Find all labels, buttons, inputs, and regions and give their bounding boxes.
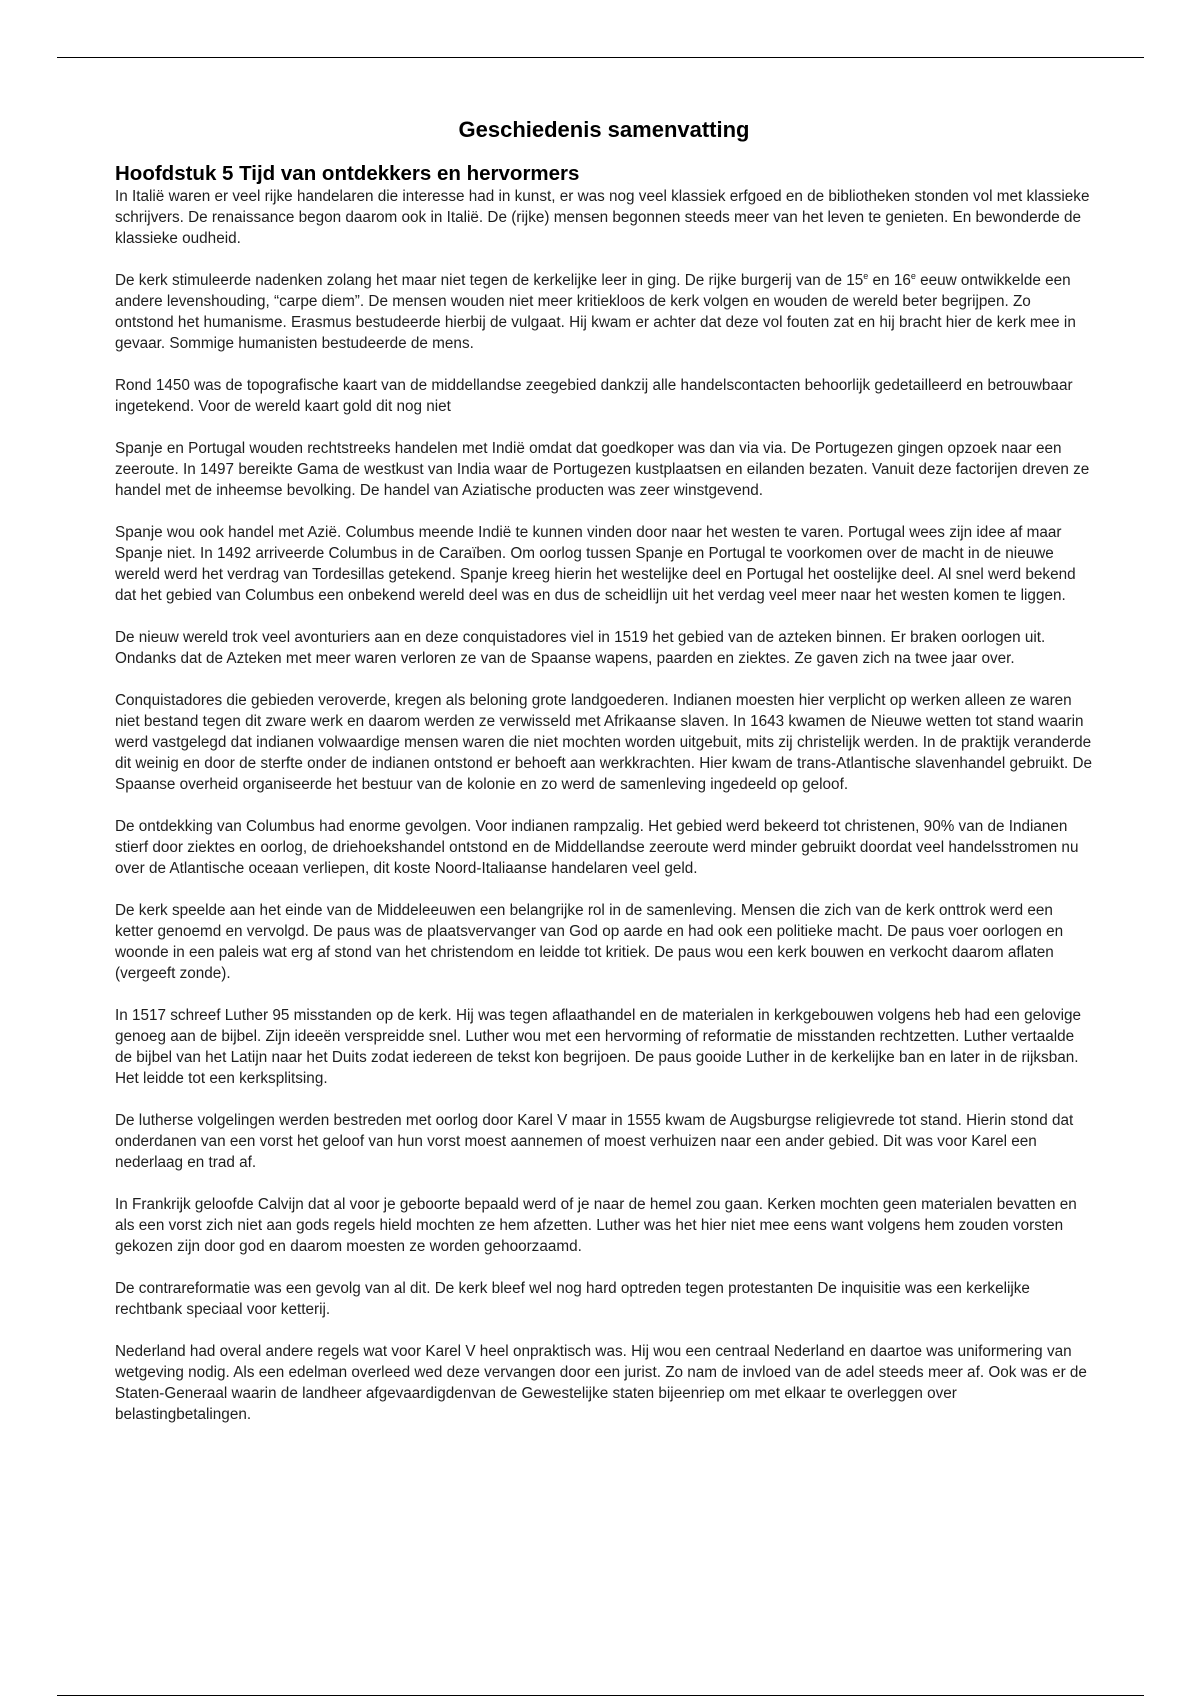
paragraph-text: De kerk stimuleerde nadenken zolang het maar niet tegen de kerkelijke leer in ging. De rijke burgerij van de	[115, 272, 847, 289]
paragraph-list	[115, 186, 1093, 1425]
superscript: e	[863, 270, 869, 281]
chapter-heading: Hoofdstuk 5 Tijd van ontdekkers en hervormers	[115, 162, 580, 185]
paragraph: In Frankrijk geloofde Calvijn dat al voor je geboorte bepaald werd of je naar de hemel zou gaan. Kerken mochten geen materialen bevatten en als een vorst zich niet aan gods regels hield mochten ze hem afzetten. Luther was het hier niet mee eens want volgens hem zouden vorsten gekozen zijn door god en daarom moesten ze worden gehoorzaamd.	[115, 1196, 1077, 1255]
bottom-rule	[57, 1695, 1144, 1696]
paragraph: De lutherse volgelingen werden bestreden met oorlog door Karel V maar in 1555 kwam de Augsburgse religievrede tot stand. Hierin stond dat onderdanen van een vorst het geloof van hun vorst moest aannemen of moest verhuizen naar een ander gebied. Dit was voor Karel een nederlaag en trad af.	[115, 1112, 1074, 1171]
paragraph: Nederland had overal andere regels wat voor Karel V heel onpraktisch was. Hij wou een centraal Nederland en daartoe was uniformering van wetgeving nodig. Als een edelman overleed wed deze vervangen door een jurist. Zo nam de invloed van de adel steeds meer af. Ook was er de Staten-Generaal waarin de landheer afgevaardigdenvan de Gewestelijke staten bijeenriep om met elkaar te overleggen over belastingbetalingen.	[115, 1343, 1087, 1423]
paragraph-text: en	[868, 272, 894, 289]
century-number: 15	[846, 272, 864, 289]
paragraph-text: eeuw ontwikkelde een andere levenshouding, “carpe diem”. De mensen wouden niet meer kritiekloos de kerk volgen en wouden de wereld beter begrijpen. Zo ontstond het humanisme. Erasmus bestudeerde hierbij de vulgaat. Hij kwam er achter dat deze vol fouten zat en hij bracht hier de kerk mee in gevaar. Sommige humanisten bestudeerde de mens.	[115, 272, 1076, 352]
paragraph: In Italië waren er veel rijke handelaren die interesse had in kunst, er was nog veel klassiek erfgoed en de bibliotheken stonden vol met klassieke schrijvers. De renaissance begon daarom ook in Italië. De (rijke) mensen begonnen steeds meer van het leven te genieten. En bewonderde de klassieke oudheid.	[115, 188, 1090, 247]
paragraph: Conquistadores die gebieden veroverde, kregen als beloning grote landgoederen. Indianen moesten hier verplicht op werken alleen ze waren niet bestand tegen dit zware werk en daarom werden ze verwisseld met Afrikaanse slaven. In 1643 kwamen de Nieuwe wetten tot stand waarin werd vastgelegd dat indianen volwaardige mensen waren die niet mochten worden uitgebuit, mits zij christelijk werden. In de praktijk veranderde dit weinig en door de sterfte onder de indianen ontstond er behoeft aan werkkrachten. Hier kwam de trans-Atlantische slavenhandel gebruikt. De Spaanse overheid organiseerde het bestuur van de kolonie en zo werd de samenleving ingedeeld op geloof.	[115, 692, 1093, 793]
paragraph: Rond 1450 was de topografische kaart van de middellandse zeegebied dankzij alle handelscontacten behoorlijk gedetailleerd en betrouwbaar ingetekend. Voor de wereld kaart gold dit nog niet	[115, 377, 1073, 415]
paragraph: De kerk speelde aan het einde van de Middeleeuwen een belangrijke rol in de samenleving. Mensen die zich van de kerk onttrok werd een ketter genoemd en vervolgd. De paus was de plaatsvervanger van God op aarde en had ook een politieke macht. De paus voer oorlogen en woonde in een paleis wat erg af stond van het christendom en leidde tot kritiek. De paus wou een kerk bouwen en verkocht daarom aflaten (vergeeft zonde).	[115, 902, 1064, 982]
paragraph: De nieuw wereld trok veel avonturiers aan en deze conquistadores viel in 1519 het gebied van de azteken binnen. Er braken oorlogen uit. Ondanks dat de Azteken met meer waren verloren ze van de Spaanse wapens, paarden en ziektes. Ze gaven zich na twee jaar over.	[115, 629, 1046, 667]
paragraph: De contrareformatie was een gevolg van al dit. De kerk bleef wel nog hard optreden tegen protestanten De inquisitie was een kerkelijke rechtbank speciaal voor ketterij.	[115, 1280, 1030, 1318]
paragraph: Spanje wou ook handel met Azië. Columbus meende Indië te kunnen vinden door naar het westen te varen. Portugal wees zijn idee af maar Spanje niet. In 1492 arriveerde Columbus in de Caraïben. Om oorlog tussen Spanje en Portugal te voorkomen over de macht in de nieuwe wereld werd het verdrag van Tordesillas getekend. Spanje kreeg hierin het westelijke deel en Portugal het oostelijke deel. Al snel werd bekend dat het gebied van Columbus een onbekend wereld deel was en dus de scheidlijn uit het verdag veel meer naar het westen komen te liggen.	[115, 524, 1076, 604]
document-title: Geschiedenis samenvatting	[458, 117, 750, 142]
paragraph: In 1517 schreef Luther 95 misstanden op de kerk. Hij was tegen aflaathandel en de materialen in kerkgebouwen volgens heb had een gelovige genoeg aan de bijbel. Zijn ideeën verspreidde snel. Luther wou met een hervorming of reformatie de misstanden rechtzetten. Luther vertaalde de bijbel van het Latijn naar het Duits zodat iedereen de tekst kon begrijoen. De paus gooide Luther in de kerkelijke ban en later in de rijksban. Het leidde tot een kerksplitsing.	[115, 1007, 1082, 1087]
century-number: 16	[893, 272, 911, 289]
superscript: e	[910, 270, 916, 281]
paragraph: De ontdekking van Columbus had enorme gevolgen. Voor indianen rampzalig. Het gebied werd bekeerd tot christenen, 90% van de Indianen stierf door ziektes en oorlog, de driehoekshandel ontstond en de Middellandse zeeroute werd minder gebruikt doordat veel handelsstromen nu over de Atlantische oceaan verliepen, dit koste Noord-Italiaanse handelaren veel geld.	[115, 818, 1079, 877]
top-rule	[57, 57, 1144, 58]
paragraph	[115, 270, 1093, 354]
paragraph: Spanje en Portugal wouden rechtstreeks handelen met Indië omdat dat goedkoper was dan via via. De Portugezen gingen opzoek naar een zeeroute. In 1497 bereikte Gama de westkust van India waar de Portugezen kustplaatsen en eilanden bezaten. Vanuit deze factorijen dreven ze handel met de inheemse bevolking. De handel van Aziatische producten was zeer winstgevend.	[115, 440, 1090, 499]
document-body	[115, 112, 1093, 1446]
